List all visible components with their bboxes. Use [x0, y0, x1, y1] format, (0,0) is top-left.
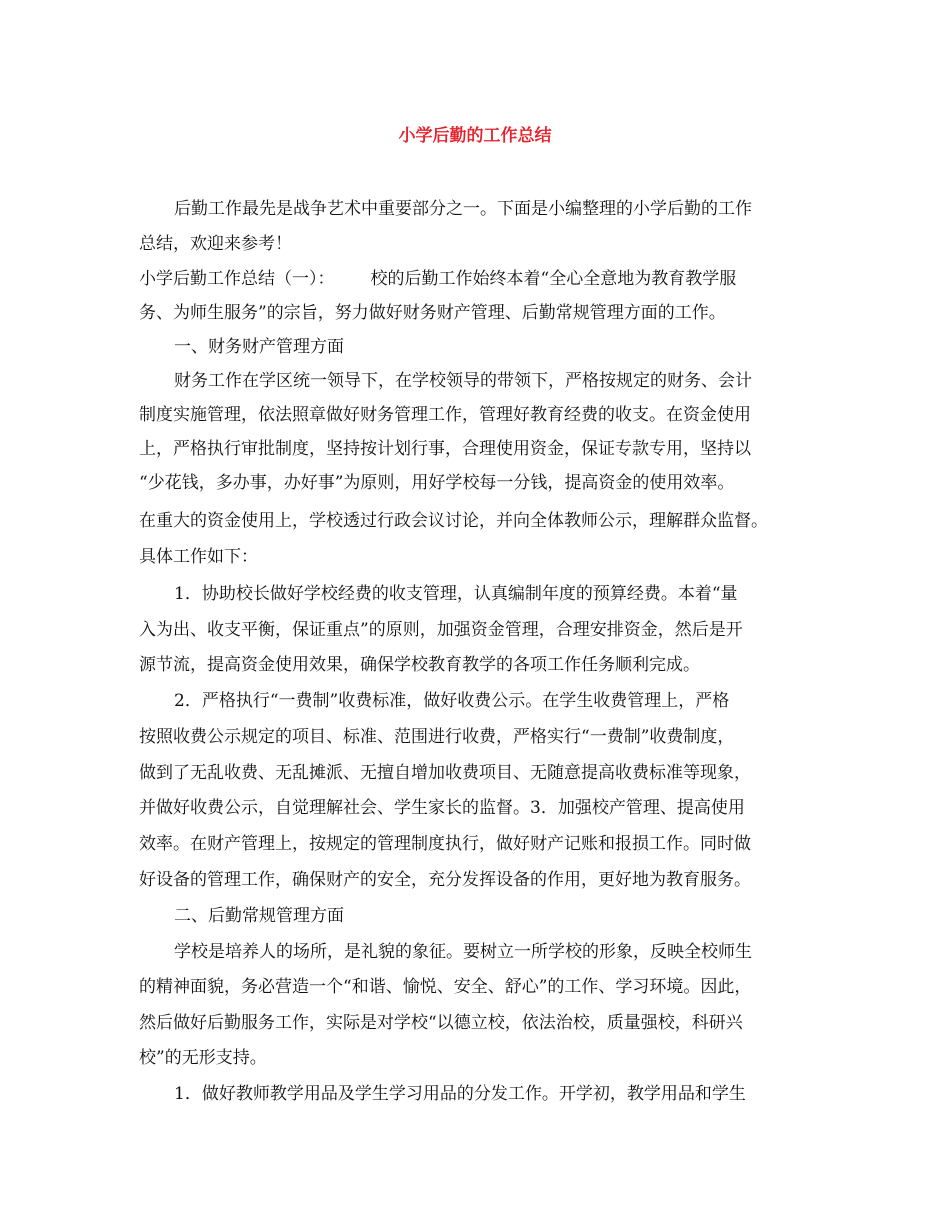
paragraph-line: 2．严格执行“一费制”收费标准，做好收费公示。在学生收费管理上，严格	[174, 691, 730, 711]
paragraph-line: 效率。在财产管理上，按规定的管理制度执行，做好财产记账和报损工作。同时做	[139, 834, 751, 854]
paragraph-line: 1．做好教师教学用品及学生学习用品的分发工作。开学初，教学用品和学生	[174, 1084, 746, 1104]
paragraph-line: 在重大的资金使用上，学校透过行政会议讨论，并向全体教师公示，理解群众监督。	[139, 511, 768, 531]
paragraph-line: 并做好收费公示，自觉理解社会、学生家长的监督。3．加强校产管理、提高使用	[139, 798, 745, 818]
paragraph-line: 做到了无乱收费、无乱摊派、无擅自增加收费项目、无随意提高收费标准等现象，	[139, 763, 751, 783]
paragraph-line: 后勤工作最先是战争艺术中重要部分之一。下面是小编整理的小学后勤的工作	[174, 199, 752, 219]
paragraph-line: 1．协助校长做好学校经费的收支管理，认真编制年度的预算经费。本着“量	[174, 584, 738, 604]
paragraph-line: 按照收费公示规定的项目、标准、范围进行收费，严格实行“一费制”收费制度，	[139, 727, 735, 747]
paragraph-line: 学校是培养人的场所，是礼貌的象征。要树立一所学校的形象，反映全校师生	[174, 942, 752, 962]
paragraph-line: 然后做好后勤服务工作，实际是对学校“以德立校，依法治校，质量强校，科研兴	[139, 1013, 743, 1033]
paragraph-line: “少花钱，多办事，办好事”为原则，用好学校每一分钱，提高资金的使用效率。	[139, 473, 735, 493]
paragraph-line: 的精神面貌，务必营造一个“和谐、愉悦、安全、舒心”的工作、学习环境。因此，	[139, 977, 752, 997]
paragraph-line: 好设备的管理工作，确保财产的安全，充分发挥设备的作用，更好地为教育服务。	[139, 870, 751, 890]
section-heading: 二、后勤常规管理方面	[174, 906, 344, 926]
paragraph-line-heading	[139, 268, 736, 290]
document-title: 小学后勤的工作总结	[398, 126, 552, 146]
paragraph-line: 总结，欢迎来参考！	[139, 234, 292, 254]
paragraph-line: 入为出、收支平衡，保证重点”的原则，加强资金管理，合理安排资金，然后是开	[139, 620, 743, 640]
section-label: 小学后勤工作总结（一）：	[139, 269, 335, 289]
section-heading: 一、财务财产管理方面	[174, 337, 344, 357]
paragraph-line: 校”的无形支持。	[139, 1048, 267, 1068]
paragraph-line: 务、为师生服务”的宗旨，努力做好财务财产管理、后勤常规管理方面的工作。	[139, 303, 726, 323]
paragraph-line: 制度实施管理，依法照章做好财务管理工作，管理好教育经费的收支。在资金使用	[139, 405, 751, 425]
section-text: 校的后勤工作始终本着“全心全意地为教育教学服	[370, 269, 737, 289]
paragraph-line: 具体工作如下：	[139, 547, 258, 567]
paragraph-line: 财务工作在学区统一领导下，在学校领导的带领下，严格按规定的财务、会计	[174, 371, 752, 391]
paragraph-line: 源节流，提高资金使用效果，确保学校教育教学的各项工作任务顺利完成。	[139, 655, 700, 675]
paragraph-line: 上，严格执行审批制度，坚持按计划行事，合理使用资金，保证专款专用，坚持以	[139, 439, 751, 459]
